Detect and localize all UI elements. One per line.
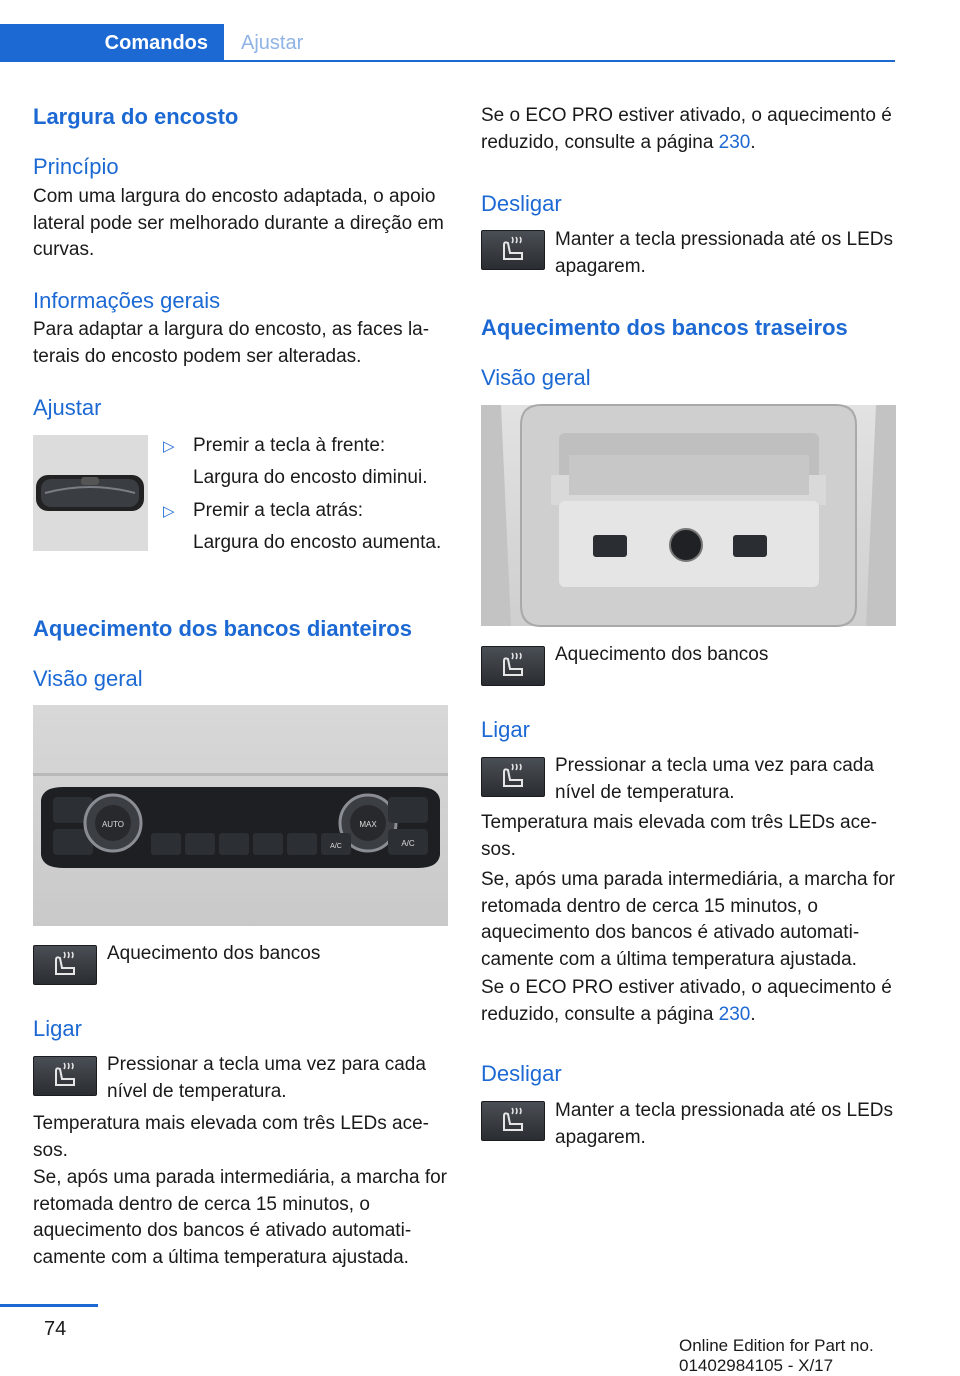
heading-principio: Princípio: [33, 154, 119, 179]
triangle-icon: ▷: [163, 438, 175, 455]
triangle-icon: ▷: [163, 503, 175, 520]
bullet-frente-b: Largura do encosto diminui.: [193, 467, 428, 488]
heading-visao-geral: Visão geral: [33, 666, 143, 691]
header-tabs: [0, 24, 895, 62]
heading-aquec-traseiros: Aquecimento dos bancos traseiros: [481, 315, 848, 340]
footer-rule: [0, 1304, 98, 1307]
key-label-rear: Aquecimento dos bancos: [555, 644, 769, 665]
text-eco-front-a: Se o ECO PRO estiver ativado, o aquecimento é reduzido, consulte a página: [481, 105, 892, 153]
text-parada-front: Se, após uma parada intermediária, a marcha for retomada dentro de cerca 15 minutos, o aquecimento dos bancos é ativado automaticamente com a última temperatura ajustada.: [33, 1167, 447, 1268]
page-link-230-rear[interactable]: 230: [718, 1003, 751, 1025]
text-eco-front-end: .: [750, 131, 756, 153]
heading-ligar-rear: Ligar: [481, 717, 530, 742]
bullet-atras-b: Largura do encosto aumenta.: [193, 532, 442, 553]
bullet-frente-a: Premir a tecla à frente:: [193, 435, 386, 456]
text-eco-rear-end: .: [750, 1003, 756, 1025]
tab-comandos[interactable]: Comandos: [0, 24, 224, 62]
text-eco-rear: [481, 975, 896, 1028]
text-ligar-rear: Pressionar a tecla uma vez para cada nível de temperatura.: [555, 755, 874, 803]
panel-ac-small-label: A/C: [330, 843, 342, 850]
climate-panel-image: [33, 705, 448, 926]
text-desligar-rear: Manter a tecla pressionada até os LEDs apagarem.: [555, 1100, 893, 1148]
page-link-230[interactable]: 230: [718, 131, 751, 153]
rear-console-image: [481, 405, 896, 626]
heading-aquec-dianteiros: Aquecimento dos bancos dianteiros: [33, 616, 412, 641]
seat-heating-key-icon: [33, 1056, 97, 1096]
seat-heating-key-icon: [481, 230, 545, 270]
key-label-front: Aquecimento dos bancos: [107, 943, 321, 964]
panel-ac-label: A/C: [401, 839, 415, 848]
seat-heating-key-icon: [481, 757, 545, 797]
heading-desligar: Desligar: [481, 191, 562, 216]
backrest-switch-image: [33, 435, 148, 551]
text-ligar-front: Pressionar a tecla uma vez para cada nível de temperatura.: [107, 1054, 426, 1102]
heading-visao-geral-rear: Visão geral: [481, 365, 591, 390]
seat-heating-key-icon: [481, 1101, 545, 1141]
text-eco-rear-a: Se o ECO PRO estiver ativado, o aquecimento é reduzido, consulte a página: [481, 977, 892, 1025]
text-info: Para adaptar a largura do encosto, as faces laterais do encosto podem ser alteradas.: [33, 319, 430, 367]
footer-edition: Online Edition for Part no. 01402984105 - X/17: [679, 1336, 874, 1375]
text-eco-front: [481, 103, 896, 156]
header-rule: [0, 60, 895, 62]
bullet-atras-a: Premir a tecla atrás:: [193, 500, 363, 521]
text-principio: Com uma largura do encosto adaptada, o apoio lateral pode ser melhorado durante a direção em curvas.: [33, 186, 444, 260]
seat-heating-key-icon: [481, 646, 545, 686]
text-parada-rear: Se, após uma parada intermediária, a marcha for retomada dentro de cerca 15 minutos, o aquecimento dos bancos é ativado automaticamente com a última temperatura ajustada.: [481, 869, 895, 970]
panel-max-label: MAX: [359, 820, 377, 829]
seat-heating-key-icon: [33, 945, 97, 985]
tab-ajustar[interactable]: Ajustar: [241, 31, 304, 54]
heading-desligar-rear: Desligar: [481, 1061, 562, 1086]
heading-ligar: Ligar: [33, 1016, 82, 1041]
heading-info: Informações gerais: [33, 288, 221, 313]
page-number: 74: [44, 1318, 67, 1340]
panel-auto-label: AUTO: [101, 820, 125, 829]
heading-ajustar: Ajustar: [33, 395, 102, 420]
text-temp-front: Temperatura mais elevada com três LEDs acesos.: [33, 1113, 429, 1161]
heading-largura: Largura do encosto: [33, 104, 239, 129]
text-temp-rear: Temperatura mais elevada com três LEDs acesos.: [481, 812, 877, 860]
text-desligar-front: Manter a tecla pressionada até os LEDs apagarem.: [555, 229, 893, 277]
